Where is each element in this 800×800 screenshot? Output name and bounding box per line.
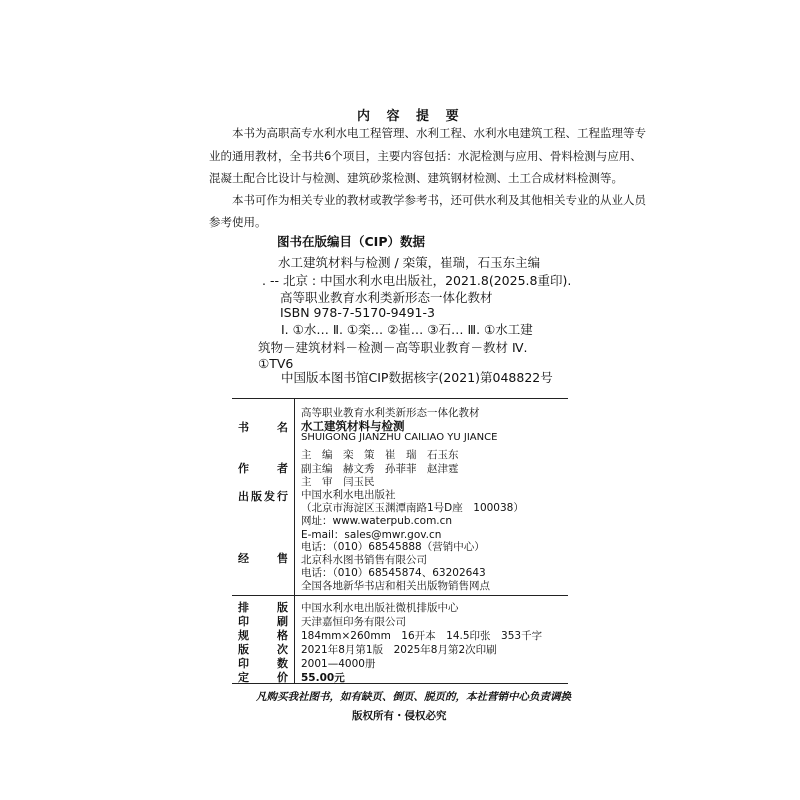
table-top-border bbox=[232, 398, 568, 399]
dealer-name: 北京科水图书销售有限公司 bbox=[301, 554, 427, 566]
dealer-nationwide: 全国各地新华书店和相关出版物销售网点 bbox=[301, 580, 490, 592]
cip-line: ISBN 978-7-5170-9491-3 bbox=[280, 305, 435, 320]
table-column-divider bbox=[294, 398, 295, 684]
book-pinyin: SHUIGONG JIANZHU CAILIAO YU JIANCE bbox=[301, 432, 498, 443]
cip-class-line: Ⅰ. ①水… Ⅱ. ①栾… ②崔… ③石… Ⅲ. ①水工建 bbox=[281, 322, 533, 337]
series-name: 高等职业教育水利类新形态一体化教材 bbox=[301, 407, 480, 419]
value-print-run: 2001—4000册 bbox=[301, 658, 376, 670]
label-edition: 版 次 bbox=[238, 643, 290, 656]
label-price: 定 价 bbox=[238, 671, 290, 684]
label-typesetting: 排 版 bbox=[238, 601, 290, 614]
copyright-notice: 版权所有・侵权必究 bbox=[352, 710, 447, 722]
label-print-run: 印 数 bbox=[238, 657, 290, 670]
summary-line: 业的通用教材，全书共6个项目，主要内容包括：水泥检测与应用、骨料检测与应用、 bbox=[209, 149, 642, 163]
value-printing: 天津嘉恒印务有限公司 bbox=[301, 616, 406, 628]
cip-record-number: 中国版本图书馆CIP数据核字(2021)第048822号 bbox=[281, 370, 553, 385]
summary-line: 参考使用。 bbox=[209, 215, 267, 229]
value-edition: 2021年8月第1版 2025年8月第2次印刷 bbox=[301, 644, 497, 656]
summary-title: 内 容 提 要 bbox=[357, 109, 465, 124]
cip-header: 图书在版编目（CIP）数据 bbox=[277, 234, 425, 249]
publisher-email: E-mail：sales@mwr.gov.cn bbox=[301, 529, 442, 541]
label-publisher: 出版发行 bbox=[238, 490, 290, 503]
value-price: 55.00元 bbox=[301, 672, 345, 684]
publisher-phone: 电话：（010）68545888（营销中心） bbox=[301, 541, 485, 553]
publisher-name: 中国水利水电出版社 bbox=[301, 489, 396, 501]
book-title: 水工建筑材料与检测 bbox=[301, 419, 405, 433]
publisher-address: （北京市海淀区玉渊潭南路1号D座 100038） bbox=[301, 502, 524, 514]
value-typesetting: 中国水利水电出版社微机排版中心 bbox=[301, 602, 459, 614]
table-mid-border bbox=[232, 595, 568, 596]
label-dealer: 经 售 bbox=[238, 552, 290, 565]
label-book-name: 书 名 bbox=[238, 421, 290, 434]
replacement-notice: 凡购买我社图书，如有缺页、倒页、脱页的，本社营销中心负责调换 bbox=[256, 691, 571, 703]
dealer-phone: 电话：（010）68545874、63202643 bbox=[301, 567, 486, 579]
publisher-website: 网址：www.waterpub.com.cn bbox=[301, 515, 453, 527]
cip-line: 水工建筑材料与检测 / 栾策，崔瑞，石玉东主编 bbox=[278, 255, 541, 270]
summary-line: 本书为高职高专水利水电工程管理、水利工程、水利水电建筑工程、工程监理等专 bbox=[232, 126, 646, 140]
summary-line: 混凝土配合比设计与检测、建筑砂浆检测、建筑钢材检测、土工合成材料检测等。 bbox=[209, 171, 623, 185]
editors: 主 编 栾 策 崔 瑞 石玉东 bbox=[301, 449, 459, 461]
label-author: 作 者 bbox=[238, 462, 290, 475]
cip-class-line: ①TV6 bbox=[258, 356, 294, 371]
cip-class-line: 筑物－建筑材料－检测－高等职业教育－教材 Ⅳ. bbox=[258, 340, 528, 355]
label-format: 规 格 bbox=[238, 629, 290, 642]
label-printing: 印 刷 bbox=[238, 615, 290, 628]
cip-line: . -- 北京 : 中国水利水电出版社，2021.8(2025.8重印). bbox=[262, 273, 572, 288]
deputy-editors: 副主编 赫文秀 孙菲菲 赵津霆 bbox=[301, 463, 459, 475]
summary-line: 本书可作为相关专业的教材或教学参考书，还可供水利及其他相关专业的从业人员 bbox=[232, 193, 646, 207]
value-format: 184mm×260mm 16开本 14.5印张 353千字 bbox=[301, 630, 543, 642]
cip-line: 高等职业教育水利类新形态一体化教材 bbox=[280, 290, 493, 305]
reviewer: 主 审 闫玉民 bbox=[301, 476, 375, 488]
